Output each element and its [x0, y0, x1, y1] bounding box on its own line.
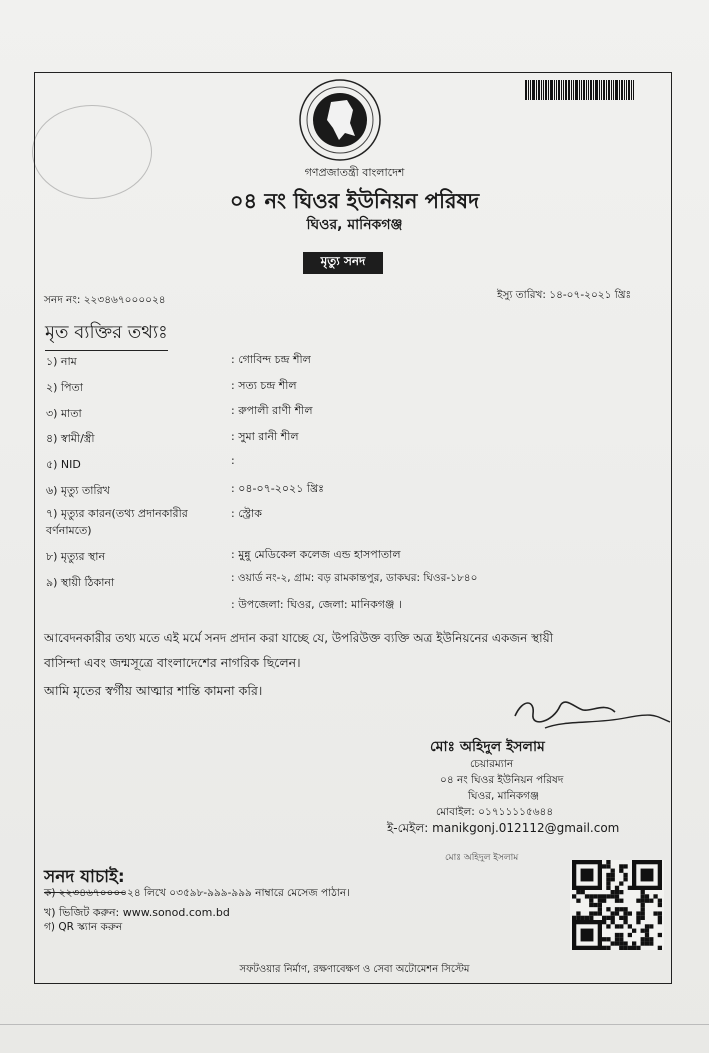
- union-council-name: ০৪ নং ঘিওর ইউনিয়ন পরিষদ: [229, 189, 480, 213]
- row-label-death-date: ৬) মৃত্যু তারিখ: [46, 484, 110, 497]
- page-edge: [0, 1024, 709, 1025]
- signatory-designation: চেয়ারম্যান: [470, 758, 514, 770]
- row-label-nid: ৫) NID: [46, 458, 81, 471]
- row-value-address: : ওয়ার্ড নং-২, গ্রাম: বড় রামকান্তপুর, ডাকঘর: ঘিওর-১৮৪০: [231, 572, 478, 584]
- union-location: ঘিওর, মানিকগঞ্জ: [306, 217, 403, 233]
- seal-text: মোঃ অহিদুল ইসলাম: [445, 853, 519, 863]
- row-value-death-date: : ০৪-০৭-২০২১ খ্রিঃ: [231, 482, 325, 495]
- row-value-death-place: : মুন্নু মেডিকেল কলেজ এন্ড হাসপাতাল: [231, 548, 401, 561]
- verification-sms: ক) ২২৩৪৬৭০০০০২৪ লিখে ০৩৫৯৮-৯৯৯-৯৯৯ নাম্বারে মেসেজ পাঠান।: [44, 887, 350, 899]
- verification-website: খ) ভিজিট করুন: www.sonod.com.bd: [44, 906, 230, 919]
- row-value-spouse: : সুমা রানী শীল: [231, 430, 299, 443]
- bangladesh-emblem-icon: [295, 78, 385, 166]
- footer-text: সফটওয়ার নির্মাণ, রক্ষণাবেক্ষণ ও সেবা অটোমেশন সিস্টেম: [239, 964, 470, 975]
- row-label-death-place: ৮) মৃত্যুর স্থান: [46, 550, 106, 563]
- row-value-cause: : স্ট্রোক: [231, 507, 262, 520]
- row-value-name: : গোবিন্দ চন্দ্র শীল: [231, 353, 311, 366]
- row-label-address: ৯) স্থায়ী ঠিকানা: [46, 576, 115, 589]
- certificate-title: মৃত্যু সনদ: [303, 252, 383, 274]
- handwritten-signature: [505, 688, 680, 738]
- government-name: গণপ্রজাতন্ত্রী বাংলাদেশ: [304, 166, 405, 179]
- issue-date: ইস্যু তারিখ: ১৪-০৭-২০২১ খ্রিঃ: [497, 289, 632, 301]
- row-label-mother: ৩) মাতা: [46, 407, 82, 420]
- barcode-icon: [525, 80, 665, 100]
- row-value-mother: : রুপালী রাণী শীল: [231, 404, 313, 417]
- row-value-father: : সত্য চন্দ্র শীল: [231, 379, 297, 392]
- row-label-spouse: ৪) স্বামী/স্ত্রী: [46, 432, 95, 445]
- signatory-name: মোঃ অহিদুল ইসলাম: [430, 739, 545, 755]
- verification-qr: গ) QR স্ক্যান করুন: [44, 921, 123, 933]
- qr-code-icon: [570, 860, 664, 950]
- section-title: মৃত ব্যক্তির তথ্যঃ: [45, 318, 168, 351]
- row-label-father: ২) পিতা: [46, 381, 83, 394]
- statement-line-3: আমি মৃতের স্বর্গীয় আত্মার শান্তি কামনা করি।: [44, 683, 263, 698]
- statement-line-2: বাসিন্দা এবং জন্মসূত্রে বাংলাদেশের নাগরিক ছিলেন।: [44, 655, 301, 670]
- verification-title: সনদ যাচাই:: [44, 864, 125, 893]
- row-label-cause: ৭) মৃত্যুর কারন(তথ্য প্রদানকারীর: [46, 507, 188, 520]
- signatory-mobile: মোবাইল: ০১৭১১১১৫৬৪৪: [436, 806, 554, 818]
- signatory-location: ঘিওর, মানিকগঞ্জ: [468, 790, 540, 802]
- row-label-name: ১) নাম: [46, 355, 77, 368]
- sanad-number: সনদ নং: ২২৩৪৬৭০০০০২৪: [44, 294, 166, 306]
- row-value-nid: :: [231, 454, 235, 467]
- signatory-office: ০৪ নং ঘিওর ইউনিয়ন পরিষদ: [440, 774, 564, 786]
- statement-line-1: আবেদনকারীর তথ্য মতে এই মর্মে সনদ প্রদান করা যাচ্ছে যে, উপরিউক্ত ব্যক্তি অত্র ইউনিয়নের একজন স্থায়ী: [44, 631, 554, 645]
- signatory-email: ই-মেইল: manikgonj.012112@gmail.com: [387, 821, 620, 835]
- row-label-cause-cont: বর্ণনামতে): [46, 524, 92, 537]
- row-value-address-cont: : উপজেলা: ঘিওর, জেলা: মানিকগঞ্জ ।: [231, 598, 402, 611]
